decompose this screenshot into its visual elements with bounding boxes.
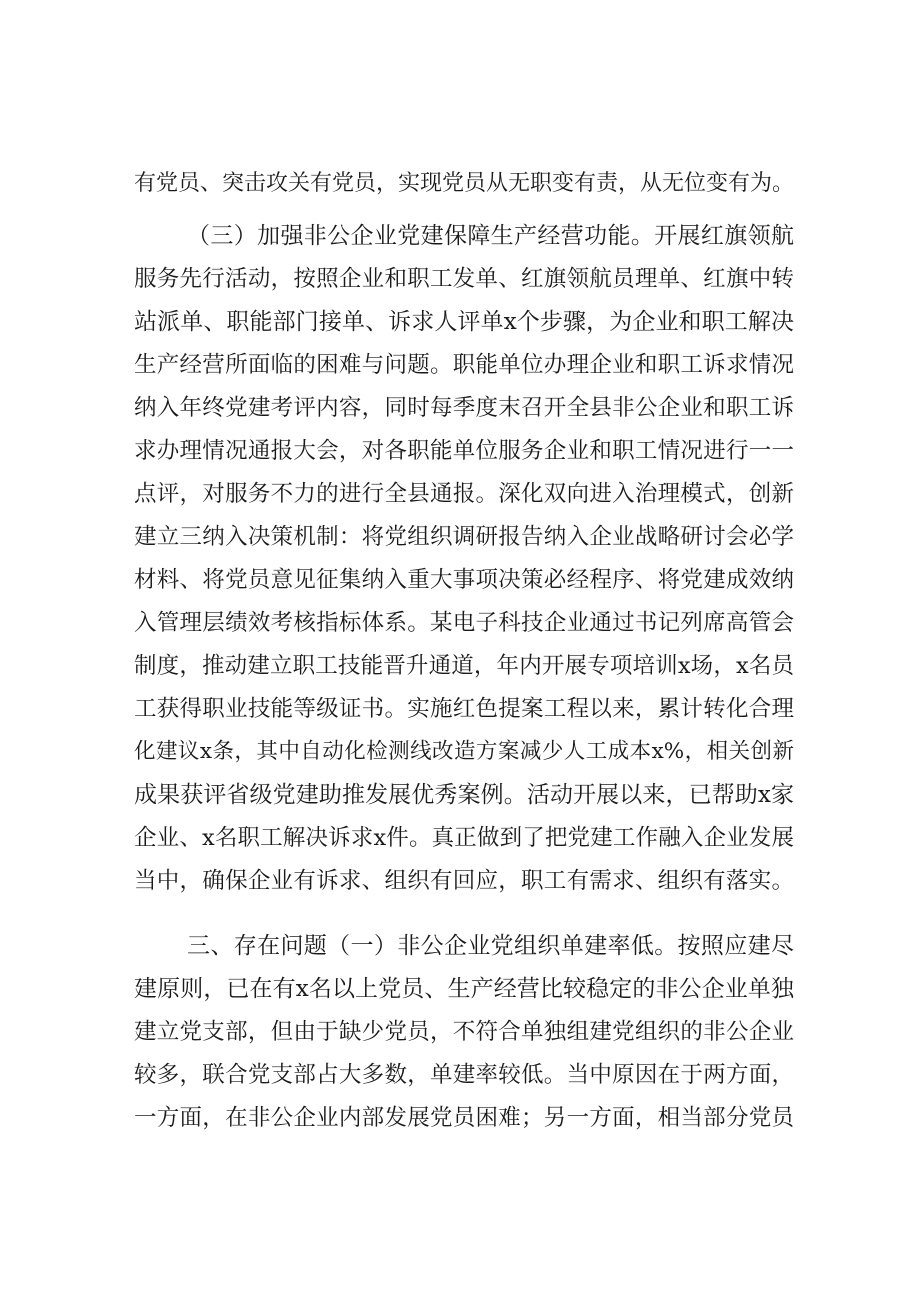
text-line: （三）加强非公企业党建保障生产经营功能。开展红旗领航 [187, 223, 794, 249]
text-line: 制度，推动建立职工技能晋升通道，年内开展专项培训x场，x名员 [134, 653, 794, 679]
text-line: 建立三纳入决策机制：将党组织调研报告纳入企业战略研讨会必学 [134, 524, 794, 550]
text-line: 纳入年终党建考评内容，同时每季度末召开全县非公企业和职工诉 [134, 395, 794, 421]
text-line: 材料、将党员意见征集纳入重大事项决策必经程序、将党建成效纳 [134, 567, 794, 593]
text-line: 服务先行活动，按照企业和职工发单、红旗领航员理单、红旗中转 [134, 266, 794, 292]
text-line: 有党员、突击攻关有党员，实现党员从无职变有责，从无位变有为。 [134, 171, 794, 196]
text-line: 化建议x条，其中自动化检测线改造方案减少人工成本x%，相关创新 [134, 739, 794, 764]
text-line: 当中，确保企业有诉求、组织有回应，职工有需求、组织有落实。 [134, 868, 794, 894]
text-line: 点评，对服务不力的进行全县通报。深化双向进入治理模式，创新 [134, 481, 794, 507]
text-line: 站派单、职能部门接单、诉求人评单x个步骤，为企业和职工解决 [134, 309, 794, 335]
text-line: 工获得职业技能等级证书。实施红色提案工程以来，累计转化合理 [134, 696, 794, 722]
text-line: 较多，联合党支部占大多数，单建率较低。当中原因在于两方面， [134, 1062, 794, 1088]
text-line: 三、存在问题（一）非公企业党组织单建率低。按照应建尽 [187, 933, 794, 959]
text-line: 入管理层绩效考核指标体系。某电子科技企业通过书记列席高管会 [134, 610, 794, 636]
text-line: 成果获评省级党建助推发展优秀案例。活动开展以来，已帮助x家 [134, 782, 794, 808]
text-line: 企业、x名职工解决诉求x件。真正做到了把党建工作融入企业发展 [134, 825, 794, 851]
text-line: 建原则，已在有x名以上党员、生产经营比较稳定的非公企业单独 [134, 976, 794, 1002]
text-line: 求办理情况通报大会，对各职能单位服务企业和职工情况进行一一 [134, 438, 794, 464]
text-line: 建立党支部，但由于缺少党员，不符合单独组建党组织的非公企业 [134, 1019, 794, 1045]
text-line: 生产经营所面临的困难与问题。职能单位办理企业和职工诉求情况 [134, 352, 794, 378]
text-line: 一方面，在非公企业内部发展党员困难；另一方面，相当部分党员 [134, 1105, 794, 1131]
